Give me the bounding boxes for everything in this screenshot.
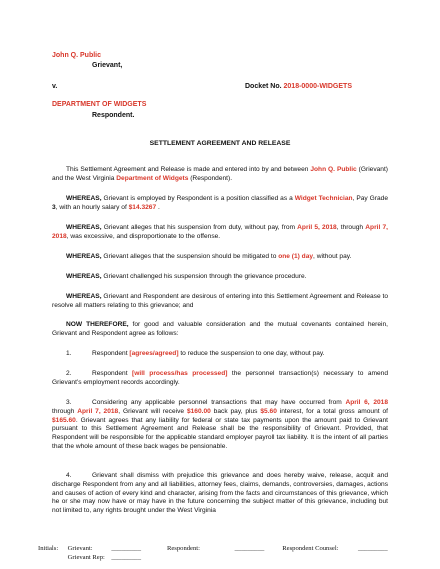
- grievant-initials-blank[interactable]: _________: [111, 545, 141, 552]
- item-2-text-2: the personnel transaction(s) necessary to amend Grievant’s employment records accordingly.: [52, 370, 388, 386]
- item-3-text-1: Considering any applicable personnel transactions that may have occurred from: [92, 399, 346, 406]
- item-2-choice: [will process/has processed]: [132, 370, 228, 377]
- initials-footer: [38, 544, 388, 562]
- whereas-3: [52, 253, 388, 262]
- now-therefore-lead: NOW THEREFORE,: [66, 321, 129, 328]
- now-therefore: [52, 321, 388, 339]
- whereas-2-lead: WHEREAS,: [66, 224, 102, 231]
- item-1-text-2: to reduce the suspension to one day, without pay.: [178, 350, 325, 357]
- intro-text-2: (Grievant) and the West Virginia: [52, 166, 388, 182]
- item-3-text-5: interest, for a total gross amount of: [276, 407, 388, 415]
- item-3: [52, 399, 388, 452]
- respondent-initials-blank[interactable]: _________: [234, 545, 265, 552]
- initials-row-1: [38, 544, 388, 553]
- whereas-1-lead: WHEREAS,: [66, 195, 102, 202]
- whereas-1-position: Widget Technician: [294, 195, 353, 202]
- item-1-text-1: Respondent: [92, 350, 130, 357]
- whereas-3-text-2: , without pay.: [313, 253, 352, 260]
- docket-label: Docket No.: [245, 83, 282, 90]
- grievant-rep-label: Grievant Rep:: [67, 554, 105, 561]
- item-1-choice: [agrees/agreed]: [129, 350, 179, 357]
- grievant-name: John Q. Public: [52, 52, 102, 59]
- whereas-4: [52, 273, 388, 282]
- whereas-1-text-4: .: [156, 203, 160, 211]
- item-4: [52, 472, 388, 516]
- whereas-3-text-1: Grievant alleges that the suspension should be mitigated to: [101, 253, 279, 260]
- whereas-1-salary: $14.3267: [128, 203, 157, 211]
- whereas-1-text-3: , with an hourly salary of: [55, 203, 129, 211]
- item-3-to-date: April 7, 2018: [77, 407, 119, 415]
- item-3-text-2: through: [52, 407, 78, 415]
- whereas-5-text-1: Grievant and Respondent are desirous of entering into this Settlement Agreement and Release to resolve all matters relating to this grievance; and: [52, 293, 388, 309]
- initials-row-2: [38, 553, 388, 562]
- intro-grievant: John Q. Public: [310, 166, 357, 173]
- whereas-3-days: one (1) day: [278, 253, 314, 260]
- item-3-from-date: April 6, 2018: [345, 399, 388, 406]
- item-1-number: 1.: [66, 350, 72, 357]
- whereas-2-from-date: April 5, 2018: [297, 224, 337, 231]
- item-2: [52, 370, 388, 388]
- item-3-text-3: , Grievant will receive: [118, 407, 187, 415]
- respondent-counsel-blank[interactable]: _________: [357, 545, 388, 552]
- item-2-number: 2.: [66, 370, 72, 377]
- item-3-text-6: . Grievant agrees that any liability for federal or state tax payments upon the amount paid to Grievant pursuant to this Settlement Agreement and Release shall be the responsibility of Grievant. Provided, that Respondent will be responsible for the applicable standard employer payroll tax liability. It is the intent of all parties that the whole amount of these back wages be pensionable.: [52, 416, 388, 450]
- item-3-interest: $5.60: [260, 407, 277, 415]
- initials-label: Initials:: [38, 545, 59, 552]
- whereas-2-text-1: Grievant alleges that his suspension from duty, without pay, from: [101, 224, 298, 231]
- respondent-initials-label: Respondent:: [166, 545, 200, 552]
- whereas-5-lead: WHEREAS,: [66, 293, 102, 300]
- whereas-2-to-date: April 7, 2018: [52, 224, 388, 240]
- whereas-1-text-2: , Pay Grade: [352, 195, 388, 202]
- item-4-text-1: Grievant shall dismiss with prejudice this grievance and does hereby waive, release, acquit and discharge Respondent from any and all liabilities, attorney fees, claims, demands, controversies, damages, actions and causes of action of every kind and character, arising from the facts and circumstances of this grievance, which he or she may now have or may have in the future concerning the subject matter of this grievance, including but not limited to, any rights brought under the West Virginia: [52, 472, 388, 515]
- whereas-1-grade: 3: [52, 203, 56, 211]
- whereas-1: [52, 195, 388, 213]
- whereas-5: [52, 293, 388, 311]
- intro-respondent: Department of Widgets: [116, 174, 189, 182]
- respondent-counsel-label: Respondent Counsel:: [282, 545, 339, 552]
- versus-label: v.: [52, 83, 58, 90]
- now-therefore-text: for good and valuable consideration and the mutual covenants contained herein, Grievant and Respondent agree as follows:: [52, 321, 388, 337]
- item-1: [52, 350, 388, 359]
- item-3-total: $165.60: [52, 416, 76, 424]
- whereas-4-lead: WHEREAS,: [66, 273, 102, 280]
- item-3-number: 3.: [66, 399, 72, 406]
- respondent-label: Respondent.: [92, 112, 135, 119]
- grievant-rep-blank[interactable]: _________: [111, 554, 141, 561]
- docket-line: [245, 82, 352, 91]
- intro-text-3: (Respondent).: [188, 174, 233, 182]
- whereas-2-text-3: , was excessive, and disproportionate to the offense.: [66, 232, 221, 240]
- intro-paragraph: [52, 166, 388, 184]
- item-3-text-4: back pay, plus: [210, 407, 261, 415]
- item-3-backpay: $160.00: [186, 407, 211, 415]
- whereas-2: [52, 224, 388, 242]
- whereas-4-text-1: Grievant challenged his suspension through the grievance procedure.: [101, 273, 307, 280]
- grievant-initials-label: Grievant:: [67, 545, 93, 552]
- docket-number: 2018-0000-WIDGETS: [283, 83, 352, 90]
- respondent-name: DEPARTMENT OF WIDGETS: [52, 101, 147, 108]
- agreement-title: SETTLEMENT AGREEMENT AND RELEASE: [149, 140, 291, 147]
- intro-text-1: This Settlement Agreement and Release is made and entered into by and between: [66, 166, 311, 173]
- item-2-text-1: Respondent: [92, 370, 133, 377]
- item-4-number: 4.: [66, 472, 72, 479]
- whereas-3-lead: WHEREAS,: [66, 253, 102, 260]
- grievant-label: Grievant,: [92, 62, 123, 69]
- whereas-1-text-1: Grievant is employed by Respondent is a position classified as a: [101, 195, 295, 202]
- whereas-2-text-2: , through: [336, 224, 366, 231]
